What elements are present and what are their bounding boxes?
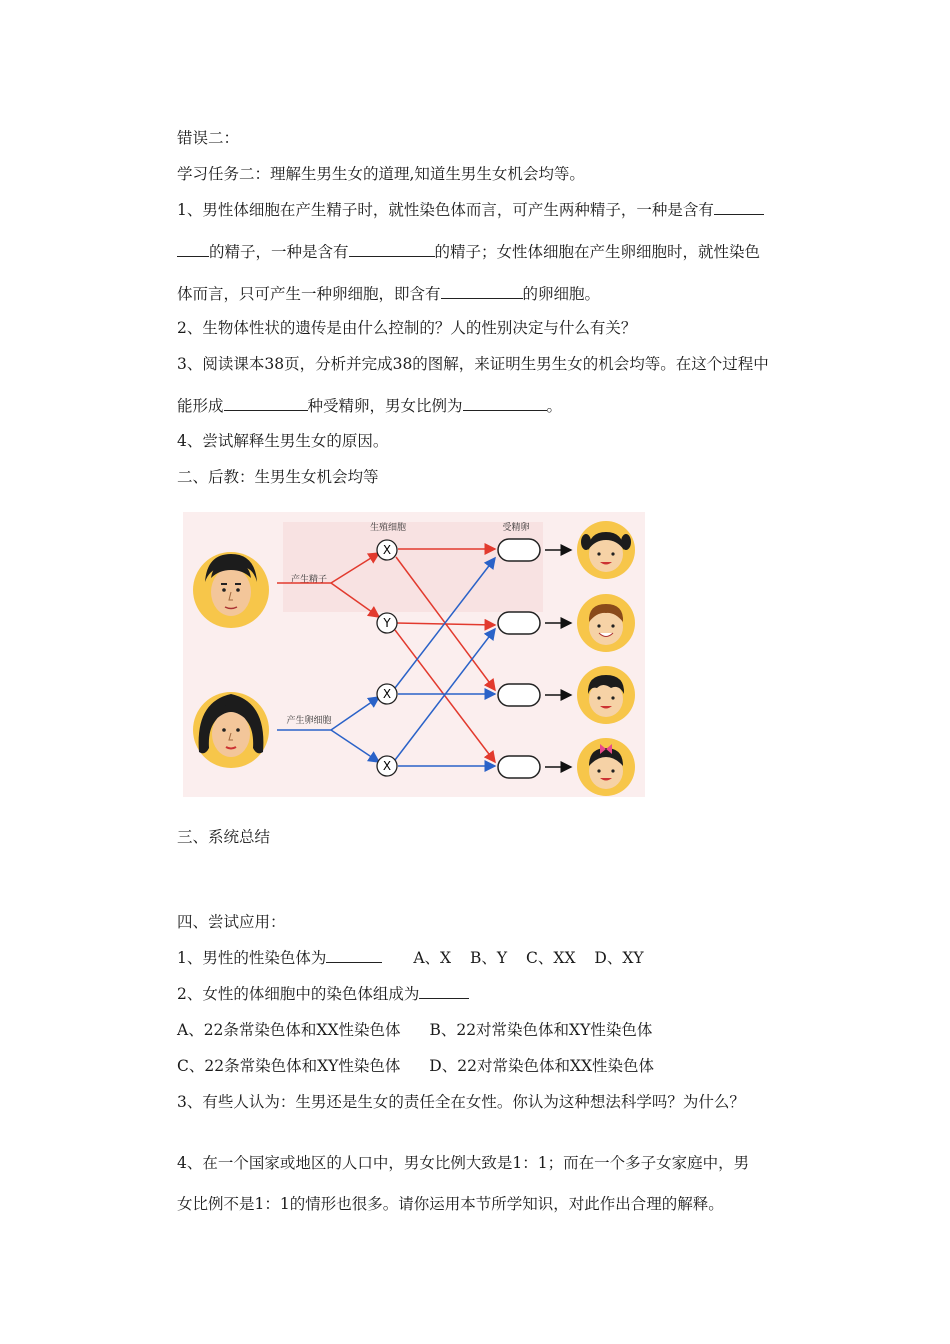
question-2: 2、生物体性状的遗传是由什么控制的？人的性别决定与什么有关？ <box>177 319 637 337</box>
father-face-icon <box>193 552 269 628</box>
question-1-line-3 <box>177 284 600 304</box>
section-2-heading: 二、后教：生男生女机会均等 <box>177 468 379 486</box>
a2-option-b[interactable]: B、22对常染色体和XY性染色体 <box>429 1021 653 1039</box>
q1-blank-1a[interactable] <box>714 200 764 215</box>
question-3-line-1: 3、阅读课本38页，分析并完成38的图解，来证明生男生女的机会均等。在这个过程中 <box>177 355 769 373</box>
q1-blank-2[interactable] <box>349 242 435 257</box>
label-germ-cells: 生殖细胞 <box>369 523 407 533</box>
a1-option-c[interactable]: C、XX <box>526 949 576 967</box>
a1-blank[interactable] <box>326 948 382 963</box>
a2-blank[interactable] <box>419 984 469 999</box>
section-4-heading: 四、尝试应用： <box>177 913 286 931</box>
question-1-line-2 <box>177 242 760 262</box>
germ-cell-sperm-x <box>377 540 397 560</box>
error-heading: 错误二： <box>177 129 240 147</box>
a2-option-a[interactable]: A、22条常染色体和XX性染色体 <box>177 1021 401 1039</box>
application-question-4-line-1: 4、在一个国家或地区的人口中，男女比例大致是1：1；而在一个多子女家庭中，男 <box>177 1154 750 1172</box>
q3-text-2: 能形成 <box>177 397 224 415</box>
q1-blank-3[interactable] <box>441 284 523 299</box>
question-1-line-1 <box>177 200 764 220</box>
girl-pigtails-face-icon <box>577 521 635 579</box>
application-question-2 <box>177 984 469 1004</box>
mother-face-icon <box>193 692 269 768</box>
sex-determination-diagram <box>183 512 645 797</box>
girl-bow-face-icon <box>577 738 635 796</box>
q1-blank-1b[interactable] <box>177 242 209 257</box>
zygote-box-1[interactable] <box>498 539 540 561</box>
svg-text:X: X <box>382 759 392 773</box>
q1-text-4: 体而言，只可产生一种卵细胞，即含有 <box>177 285 441 303</box>
a1-stem: 1、男性的性染色体为 <box>177 949 327 967</box>
question-3-line-2 <box>177 396 562 416</box>
label-produce-egg: 产生卵细胞 <box>286 716 332 726</box>
label-produce-sperm: 产生精子 <box>290 575 328 585</box>
q1-text-2: 的精子，一种是含有 <box>209 243 349 261</box>
q3-blank-2[interactable] <box>463 396 547 411</box>
germ-cell-egg-x1 <box>377 684 397 704</box>
a2-options-row-2 <box>177 1056 654 1076</box>
q1-text-1: 1、男性体细胞在产生精子时，就性染色体而言，可产生两种精子，一种是含有 <box>177 201 714 219</box>
a1-option-a[interactable]: A、X <box>413 949 452 967</box>
boy-face-icon <box>577 594 635 652</box>
germ-cell-egg-x2 <box>377 756 397 776</box>
zygote-box-4[interactable] <box>498 756 540 778</box>
label-zygote: 受精卵 <box>502 523 530 533</box>
svg-text:X: X <box>382 543 392 557</box>
a2-stem: 2、女性的体细胞中的染色体组成为 <box>177 985 420 1003</box>
zygote-box-2[interactable] <box>498 612 540 634</box>
zygote-box-3[interactable] <box>498 684 540 706</box>
a2-option-c[interactable]: C、22条常染色体和XY性染色体 <box>177 1057 401 1075</box>
a2-option-d[interactable]: D、22对常染色体和XX性染色体 <box>429 1057 655 1075</box>
q3-text-4: 。 <box>546 397 563 415</box>
application-question-3: 3、有些人认为：生男还是生女的责任全在女性。你认为这种想法科学吗？为什么？ <box>177 1093 745 1111</box>
question-4: 4、尝试解释生男生女的原因。 <box>177 432 389 450</box>
boy-dark-hair-face-icon <box>577 666 635 724</box>
a2-options-row-1 <box>177 1020 652 1040</box>
germ-cell-sperm-y <box>377 613 397 633</box>
task-statement: 学习任务二：理解生男生女的道理,知道生男生女机会均等。 <box>177 165 585 183</box>
q1-text-3: 的精子；女性体细胞在产生卵细胞时，就性染色 <box>434 243 761 261</box>
svg-text:Y: Y <box>383 616 391 630</box>
application-question-4-line-2: 女比例不是1：1的情形也很多。请你运用本节所学知识，对此作出合理的解释。 <box>177 1195 724 1213</box>
section-3-heading: 三、系统总结 <box>177 828 271 846</box>
diagram-tint <box>283 522 543 612</box>
a1-option-d[interactable]: D、XY <box>594 949 644 967</box>
q3-blank-1[interactable] <box>224 396 308 411</box>
a1-option-b[interactable]: B、Y <box>469 949 508 967</box>
q1-text-5: 的卵细胞。 <box>522 285 601 303</box>
q3-text-3: 种受精卵，男女比例为 <box>307 397 463 415</box>
application-question-1 <box>177 948 644 968</box>
svg-text:X: X <box>382 687 392 701</box>
